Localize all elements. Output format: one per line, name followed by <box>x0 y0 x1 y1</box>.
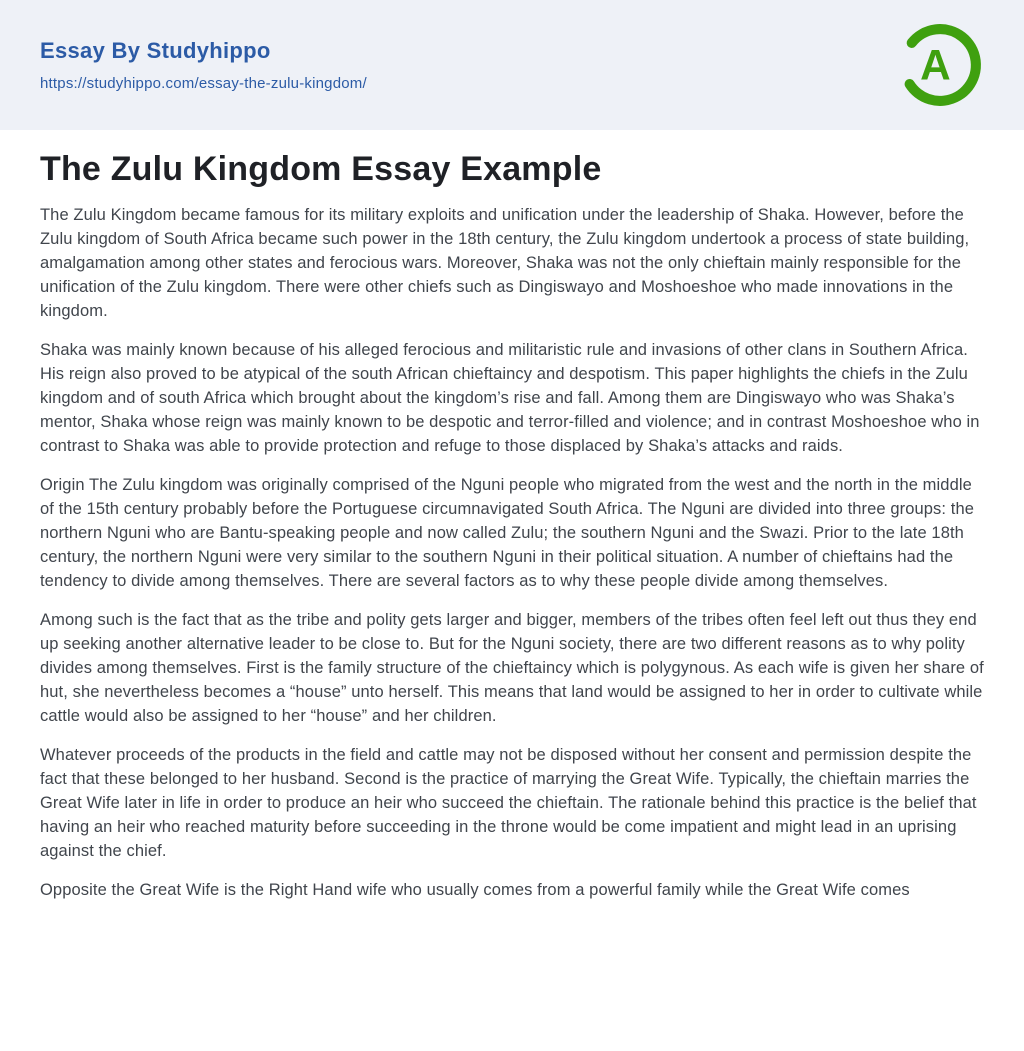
source-url-link[interactable]: https://studyhippo.com/essay-the-zulu-kingdom/ <box>40 75 367 92</box>
paragraph: Among such is the fact that as the tribe and polity gets larger and bigger, members of the tribes often feel left out thus they end up seeking another alternative leader to be close to. But for the Nguni society, there are two different reasons as to why polity divides among themselves. First is the family structure of the chieftaincy which is polygynous. As each wife is given her share of hut, she nevertheless becomes a “house” unto herself. This means that land would be assigned to her in order to cultivate while cattle would also be assigned to her “house” and her children. <box>40 611 984 725</box>
site-header <box>0 0 1024 130</box>
header-text-block <box>40 38 367 92</box>
paragraph: The Zulu Kingdom became famous for its military exploits and unification under the leadership of Shaka. However, before the Zulu kingdom of South Africa became such power in the 18th century, the Zulu kingdom undertook a process of state building, amalgamation among other states and ferocious wars. Moreover, Shaka was not the only chieftain mainly responsible for the unification of the Zulu kingdom. There were other chiefs such as Dingiswayo and Moshoeshoe who made innovations in the kingdom. <box>40 206 970 320</box>
paragraph: Opposite the Great Wife is the Right Hand wife who usually comes from a powerful family while the Great Wife comes <box>40 881 910 899</box>
logo-letter: A <box>920 41 951 89</box>
studyhippo-logo-icon[interactable] <box>894 18 986 112</box>
paragraph: Origin The Zulu kingdom was originally comprised of the Nguni people who migrated from the west and the north in the middle of the 15th century probably before the Portuguese circumnavigated South Africa. The Nguni are divided into three groups: the northern Nguni who are Bantu-speaking people and now called Zulu; the southern Nguni and the Swazi. Prior to the late 18th century, the northern Nguni were very similar to the southern Nguni in their political situation. A number of chieftains had the tendency to divide among themselves. There are several factors as to why these people divide among themselves. <box>40 476 975 590</box>
article-content <box>0 130 1024 902</box>
brand-title-link[interactable]: Essay By Studyhippo <box>40 38 271 63</box>
paragraph: Whatever proceeds of the products in the field and cattle may not be disposed without her consent and permission despite the fact that these belonged to her husband. Second is the practice of marrying the Great Wife. Typically, the chieftain marries the Great Wife later in life in order to produce an heir who succeed the chieftain. The rationale behind this practice is the belief that having an heir who reached maturity before succeeding in the throne would be come impatient and might lead in an uprising against the chief. <box>40 746 977 860</box>
article-body <box>40 203 984 902</box>
paragraph: Shaka was mainly known because of his alleged ferocious and militaristic rule and invasions of other clans in Southern Africa. His reign also proved to be atypical of the south African chieftaincy and despotism. This paper highlights the chiefs in the Zulu kingdom and of south Africa which brought about the kingdom’s rise and fall. Among them are Dingiswayo who was Shaka’s mentor, Shaka whose reign was mainly known to be despotic and terror-filled and violence; and in contrast Moshoeshoe who in contrast to Shaka was able to provide protection and refuge to those displaced by Shaka’s attacks and raids. <box>40 341 980 455</box>
article-title: The Zulu Kingdom Essay Example <box>40 150 602 188</box>
